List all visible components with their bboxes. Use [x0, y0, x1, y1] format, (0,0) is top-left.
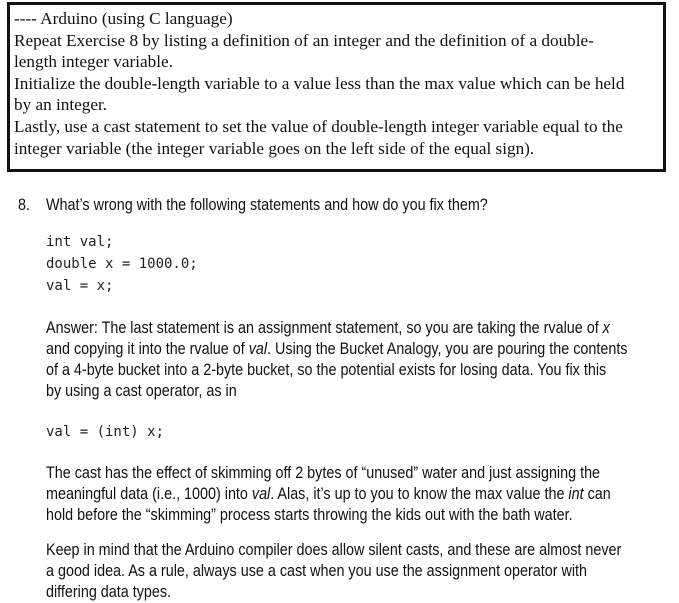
fix-code-line: val = (int) x;	[46, 424, 165, 440]
exercise-question: What’s wrong with the following statements and how do you fix them?	[46, 196, 488, 214]
answer-line: of a 4-byte bucket into a 2-byte bucket, so the potential exists for losing data. You fix this	[46, 361, 607, 379]
answer-line: Answer: The last statement is an assignment statement, so you are taking the rvalue of x	[46, 319, 610, 337]
answer-line: by using a cast operator, as in	[46, 382, 237, 400]
cast-line: meaningful data (i.e., 1000) into val. Alas, it’s up to you to know the max value the int can	[46, 485, 611, 503]
exercise-number: 8.	[18, 196, 30, 214]
code-line: val = x;	[46, 278, 114, 294]
instructions-line: length integer variable.	[14, 52, 173, 72]
instructions-line: Initialize the double-length variable to a value less than the max value which can be held	[14, 73, 625, 93]
note-paragraph	[46, 540, 672, 603]
instructions-line: Lastly, use a cast statement to set the value of double-length integer variable equal to the	[14, 116, 623, 136]
exercise-instructions-box	[7, 2, 666, 172]
note-line: Keep in mind that the Arduino compiler does allow silent casts, and these are almost never	[46, 541, 622, 559]
cast-line: The cast has the effect of skimming off 2 bytes of “unused” water and just assigning the	[46, 464, 601, 482]
code-line: int val;	[46, 234, 114, 250]
note-line: differing data types.	[46, 583, 172, 601]
instructions-line: by an integer.	[14, 95, 108, 115]
cast-line: hold before the “skimming” process starts throwing the kids out with the bath water.	[46, 506, 573, 524]
answer-paragraph	[46, 318, 672, 402]
instructions-line: ---- Arduino (using C language)	[14, 9, 233, 28]
instructions-line: integer variable (the integer variable goes on the left side of the equal sign).	[14, 138, 535, 158]
note-line: a good idea. As a rule, always use a cast when you use the assignment operator with	[46, 562, 588, 580]
answer-line: and copying it into the rvalue of val. Using the Bucket Analogy, you are pouring the contents	[46, 340, 628, 358]
instructions-line: Repeat Exercise 8 by listing a definition of an integer and the definition of a double-	[14, 30, 594, 50]
code-line: double x = 1000.0;	[46, 256, 198, 272]
cast-explanation-paragraph	[46, 463, 672, 526]
